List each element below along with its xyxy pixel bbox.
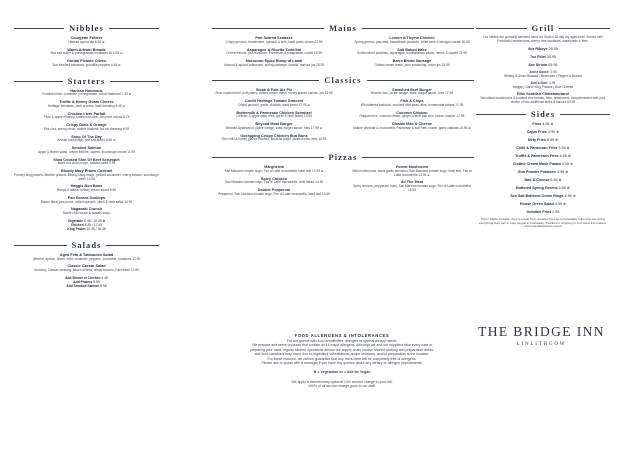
item-name: Fries bbox=[532, 121, 542, 126]
nibbles-title: Nibbles bbox=[69, 24, 104, 33]
item-name: Chicken Liver Parfait bbox=[67, 111, 106, 116]
item-name: Spicy Chicken bbox=[261, 176, 287, 181]
menu-item bbox=[14, 158, 159, 167]
item-name: Vegetable bbox=[67, 218, 84, 223]
invisible-fries-note: We're 100% Invisible, they're made from donated fries go to hospitality folks who are doing everything they can to help people in hospitality. Thanks for chipping in. For more information, visit hospitalityaction.org.uk bbox=[478, 216, 607, 229]
item-name: Gun Powder Potatoes bbox=[517, 169, 556, 174]
item-name: 7oz Fillet bbox=[529, 54, 546, 59]
item-name: Classic Mac & Cheese bbox=[391, 122, 433, 126]
item-desc: Pak choi, spring onion, radish, cashew, hoi sin dressing 9.95 bbox=[43, 126, 130, 131]
side-price: 4.95 bbox=[549, 80, 556, 85]
allergy-heading: FOOD ALLERGENS & INTOLERANCES bbox=[294, 333, 390, 338]
pizzas-title: Pizzas bbox=[328, 153, 358, 162]
item-name: Crispy Duck & Orange bbox=[66, 123, 107, 127]
priced-item bbox=[476, 210, 610, 214]
menu-item bbox=[14, 169, 159, 181]
item-desc: San Marzano tomato sugo, Fior di Latte mozzarella, chilli flakes 14.95 bbox=[224, 180, 324, 185]
item-name: Barre Bread Sausage bbox=[392, 59, 432, 63]
logo-name: THE BRIDGE INN bbox=[478, 324, 605, 339]
item-desc: IPA battered haddock, crushed mint peas, fries, homemade tartare 17.95 bbox=[360, 102, 464, 107]
item-price: 5.95 bbox=[93, 279, 100, 284]
mains-title: Mains bbox=[329, 24, 357, 33]
text-line: preparing your meal, regular kitchen operations across our supply chain involve shared cooking and preparation areas, bbox=[250, 347, 434, 352]
item-price: 2.95 bbox=[552, 209, 560, 214]
menu-item bbox=[350, 111, 474, 120]
item-name: 8oz Ribeye bbox=[528, 46, 548, 51]
item-name: Double Pepperoni bbox=[257, 188, 291, 192]
sides-title: Sides bbox=[530, 109, 556, 119]
nibbles-header bbox=[14, 24, 159, 33]
item-name: King Prawn bbox=[67, 226, 86, 231]
menu-item bbox=[14, 146, 159, 155]
item-price: 29.95 bbox=[548, 46, 558, 51]
grill-header bbox=[476, 24, 610, 33]
item-name: Fish & Chips bbox=[400, 99, 424, 103]
item-name: All The Meat bbox=[400, 180, 424, 185]
salads-list bbox=[14, 253, 159, 273]
menu-item bbox=[14, 135, 159, 144]
menu-item bbox=[212, 122, 336, 131]
item-desc: Artisan sourdough, sea salt butter 5.95 ⊕ bbox=[57, 138, 116, 143]
item-desc: Punchy king prawns, Atlantic prawns, Bloody Mary mayo, pickled cucumber, cherry tomato, sourdough wafer 10.95 bbox=[14, 172, 159, 181]
item-desc: Harissa sprout dip 6.95 ⊕ bbox=[68, 39, 105, 44]
menu-item bbox=[212, 88, 336, 97]
item-price: 5.95 ⊕ bbox=[558, 145, 570, 150]
priced-item bbox=[476, 122, 610, 126]
item-desc: Sea salt butter & pomegranate molasses oil 6.95 ⊕ bbox=[50, 51, 123, 56]
menu-item bbox=[350, 59, 474, 68]
menu-item bbox=[14, 36, 159, 45]
priced-item bbox=[476, 154, 610, 158]
item-name: Asparagus & Ricotta Tortellini bbox=[246, 47, 302, 52]
salads-title: Salads bbox=[71, 240, 102, 250]
grill-intro: Our steaks are specially selected hand cut Scotch 28 day dry aged beef. Served with Portobello mushrooms, cherry vine tomatoes, watercress & fries. bbox=[483, 35, 603, 43]
menu-item bbox=[350, 36, 474, 45]
priced-item bbox=[476, 130, 610, 134]
item-desc: Burnt red onion mayo, toasted seed 9.95 bbox=[57, 161, 116, 166]
item-name: Smoked Salmon bbox=[71, 146, 102, 150]
item-name: Confit Heritage Tomato Gnocchi bbox=[245, 99, 303, 103]
priced-item bbox=[476, 170, 610, 174]
item-name: Lemon & Thyme Chicken bbox=[389, 36, 435, 40]
salads-header bbox=[14, 241, 159, 250]
item-name: Add Smoked Salmon bbox=[66, 283, 100, 288]
item-desc: Smoked Applewood, pickle wedge, slaw, burger sauce, fries 17.95 ⊕ bbox=[225, 125, 323, 130]
priced-item bbox=[476, 202, 610, 206]
text-line: We prepare and serve products that contain all 14 major allergens. Although we and our suppliers take every care in bbox=[252, 343, 432, 348]
item-name: Bloody Mary Prawn Cocktail bbox=[60, 169, 113, 173]
sauce-options: Whisky & Arran Mustard | Béarnaise | Pepper & Brandy bbox=[503, 73, 582, 78]
item-name: Classic Caesar Salad bbox=[67, 264, 106, 269]
item-price: 4.95 ⊕ bbox=[547, 129, 560, 134]
side-options: Haggis | Garlic King Prawns | Blue Cheese bbox=[512, 84, 574, 89]
menu-item bbox=[14, 123, 159, 132]
item-name: Steak & Pale Ale Pie bbox=[255, 87, 293, 92]
item-price: 6.95 bbox=[100, 283, 107, 288]
item-name: Gordal Picante Olives bbox=[66, 59, 107, 63]
menu-item bbox=[212, 59, 336, 68]
allergy-lines bbox=[214, 339, 470, 365]
text-line: Please ask to speak with a manager if you have any queries about any dietary or allergen requirements. bbox=[261, 361, 423, 366]
item-desc: Apple & fennel salad, crème fraîche, capers, sourdough croute 11.95 bbox=[37, 149, 136, 154]
item-price: 4.95 ⊕ bbox=[564, 193, 576, 198]
item-name: Add Breast of Chicken bbox=[65, 275, 101, 280]
item-name: Sea Salt Battered Onion Rings bbox=[510, 193, 564, 198]
item-name: Haggis Bon Bons bbox=[70, 184, 103, 189]
classics-title: Classics bbox=[324, 75, 362, 85]
menu-item bbox=[14, 59, 159, 68]
item-name: Chilli & Parmesan Fries bbox=[516, 145, 558, 150]
crunch-options bbox=[14, 219, 159, 231]
menu-item bbox=[212, 48, 336, 57]
item-name: Forest Mushroom bbox=[395, 165, 429, 169]
menu-item bbox=[350, 48, 474, 57]
sauce-label: Add a Sauce: bbox=[529, 69, 550, 74]
chateaubriand-desc: Woodland mushrooms & roasted vine tomato, fries, watercress, complemented with your choice of two additional sides & sauces 69.95 bbox=[480, 96, 606, 104]
item-desc: Almond & apricot tabbouleh, spring cabbage, tzatziki, harissa jus 25.95 bbox=[223, 62, 325, 67]
item-price: 4.95 ⊕ bbox=[561, 161, 574, 166]
menu-item bbox=[14, 264, 159, 273]
mains-left bbox=[212, 36, 336, 71]
menu-item bbox=[14, 112, 159, 121]
starters-list bbox=[14, 89, 159, 216]
item-name: Cajun Fries bbox=[526, 129, 547, 134]
priced-item bbox=[476, 138, 610, 142]
item-desc: Heritage tomatoes, herb croutes, basil dressing 8.45 ⊕ bbox=[47, 103, 126, 108]
mains-header bbox=[212, 24, 474, 33]
item-desc: Wild mushrooms, black garlic emulsion, San Marzano tomato sugo, basil leaf, Fior di Latte mozzarella 13.95 ⊕ bbox=[352, 168, 472, 177]
item-name: Nagasaki Crunch bbox=[70, 207, 103, 212]
menu-item bbox=[212, 111, 336, 120]
priced-item bbox=[476, 55, 610, 59]
item-name: Coconut Chicken bbox=[396, 110, 428, 115]
item-desc: Neeps & tatties, whisky cream sauce 8.95 bbox=[56, 188, 117, 192]
menu-item bbox=[14, 48, 159, 57]
item-desc: Bacon bites, pea puree, wilted spinach, citrus & herb salsa 14.95 bbox=[40, 199, 133, 204]
menu-item bbox=[14, 100, 159, 109]
text-line: and food variations may occur due to ingredient substitutions, recipe revisions, and/or preparation at the location. bbox=[254, 352, 430, 357]
item-name: Salt Baked Hake bbox=[397, 47, 427, 52]
item-name: Soup Of The Day bbox=[71, 134, 102, 139]
item-price: 6.45 / 10.45 ⊕ bbox=[84, 218, 106, 223]
text-line: For these reasons, we cannot guarantee that any menu item will be completely free of allergens. bbox=[267, 356, 417, 361]
item-name: Courgette Fritters bbox=[70, 36, 103, 40]
item-desc: Pepperoni, San Marzano tomato sugo, Fior di Latte mozzarella, basil leaf 15.95 bbox=[218, 191, 330, 196]
item-desc: Anchovy, Caesar dressing, bacon shards, crispy crouton, Parmesan 13.95 bbox=[34, 268, 139, 272]
sauce-price: 3.95 bbox=[550, 69, 557, 74]
item-desc: Plum & apple chutney, toasted brioche, crisp red onions 8.75 bbox=[43, 115, 130, 120]
item-desc: Crumbled feta, coriander, pomegranate, cumin flatbread 7.45 ⊕ bbox=[41, 92, 132, 97]
item-desc: Crispy gnocchi, garlic, shallots, basil pesto 17.95 ⊕ bbox=[237, 102, 311, 107]
text-line: We apply a discretionary optional 10% service charge to your bill. bbox=[291, 379, 393, 384]
item-name: Pan Seared Seabass bbox=[255, 36, 293, 40]
item-price: 4.95 ⊕ bbox=[554, 201, 567, 206]
nibbles-list bbox=[14, 36, 159, 68]
priced-item bbox=[476, 186, 610, 190]
item-desc: San Marzano tomato sugo, Fior di Latte mozzarella, basil leaf 12.95 ⊕ bbox=[224, 168, 324, 173]
menu-item bbox=[350, 88, 474, 97]
side-label: Add a Side: bbox=[530, 80, 549, 85]
left-column bbox=[14, 24, 159, 288]
item-desc: Crispy gnocchi, tenderstem, spinach & leek, basil pesto cream 22.95 bbox=[225, 39, 323, 44]
item-name: Chicken bbox=[70, 222, 84, 227]
priced-item bbox=[476, 194, 610, 198]
item-desc: Slow cooked beef, puff pastry, clotted cream mash, honey glazed carrots, jus 18.95 bbox=[215, 91, 333, 96]
item-desc: Sun blushed tomatoes, guindilla peppers 4.45 ⊕ bbox=[52, 62, 121, 67]
item-name: Beyond Meat Burger bbox=[255, 122, 293, 126]
item-price: 4.95 ⊕ bbox=[558, 185, 570, 190]
item-name: Mac & Cheese bbox=[524, 177, 550, 182]
item-price: 6.95 ⊕ bbox=[550, 177, 562, 182]
priced-item bbox=[476, 178, 610, 182]
item-name: Truffle & Parmesan Fries bbox=[515, 153, 559, 158]
item-name: Warm Artisan Breads bbox=[67, 47, 106, 52]
priced-item bbox=[476, 63, 610, 67]
item-name: Truffle & Honey Goats Cheese bbox=[59, 100, 114, 104]
menu-item bbox=[14, 253, 159, 262]
menu-item bbox=[212, 99, 336, 108]
item-desc: Clotted cream mash, pork scratching, onion jus 15.95 bbox=[374, 62, 450, 67]
priced-item bbox=[14, 227, 159, 231]
item-name: Clotted Cream Mash Potato bbox=[512, 161, 561, 166]
item-name: Buttermilk & Parmesan Chicken Schnitzel bbox=[236, 110, 312, 115]
item-price: 4.95 ⊕ bbox=[542, 121, 554, 126]
starters-header bbox=[14, 77, 159, 86]
item-desc: Spring greens, pancetta, hasselback potatoes, white wine & tarragon sauce 20.95 bbox=[354, 39, 470, 44]
item-price: 4.45 bbox=[101, 275, 108, 280]
menu-item bbox=[212, 188, 336, 197]
item-name: Buttered Spring Greens bbox=[516, 185, 558, 190]
service-lines bbox=[214, 380, 470, 389]
item-name: Add Prawns bbox=[73, 279, 93, 284]
item-price: 8.45 / 17.45 bbox=[84, 222, 103, 227]
item-name: Invisible Fries bbox=[526, 209, 552, 214]
logo bbox=[475, 324, 608, 347]
menu-item bbox=[350, 165, 474, 177]
priced-item bbox=[14, 284, 159, 288]
text-line: For our guests with food sensitivities, allergies or special dietary needs: bbox=[286, 339, 398, 343]
item-desc: Almond, apricot, olives, mint, coriander, peppers, cucumber, tomatoes 12.95 bbox=[32, 256, 141, 261]
menu-item bbox=[350, 122, 474, 131]
text-line: 100% of all service charge goes to our staff. bbox=[307, 384, 377, 389]
classics-header bbox=[212, 76, 474, 85]
item-price: 4.95 ⊕ bbox=[557, 169, 569, 174]
item-desc: Mature cheddar & mozzarella, Parmesan & soft herb crumb, garlic ciabatta 15.95 ⊕ bbox=[353, 125, 471, 130]
pizzas-left bbox=[212, 165, 336, 200]
menu-item bbox=[14, 89, 159, 98]
pizzas-right bbox=[350, 165, 474, 200]
menu-item bbox=[212, 177, 336, 186]
item-desc: Red chilli & honey glazed chicken, sriracha mayo, pickled slaw, fries 18.95 bbox=[221, 137, 327, 142]
sides-list bbox=[476, 122, 610, 214]
item-name: Gochujang Crispy Chicken Bun Buns bbox=[240, 133, 308, 138]
menu-item bbox=[14, 196, 159, 205]
dietary-key: ⊕ = Vegetarian ve = Ask for Vegan bbox=[313, 370, 371, 375]
logo-location: LINLITHGOW bbox=[516, 342, 567, 347]
item-name: Harissa Houmous bbox=[70, 88, 103, 93]
priced-item bbox=[476, 146, 610, 150]
item-price: 6.95 ⊕ bbox=[546, 137, 559, 142]
item-name: Aged Feta & Tabbouleh Salad bbox=[59, 252, 114, 257]
classics-right bbox=[350, 88, 474, 146]
item-desc: Celeriac & apple slaw, fries, garlic & herb butter 19.95 bbox=[236, 114, 312, 119]
item-desc: Sunbrowned potatoes, asparagus, bouillabaisse sauce, lemon & capers 24.95 bbox=[356, 51, 468, 56]
chateaubriand-name: Rise Scottish Chateaubriand bbox=[517, 92, 569, 97]
menu-item bbox=[14, 207, 159, 216]
right-column bbox=[476, 24, 610, 229]
allergy-notice bbox=[214, 333, 470, 389]
menu-item bbox=[350, 180, 474, 192]
classics-left bbox=[212, 88, 336, 146]
menu-item bbox=[350, 99, 474, 108]
item-name: Margherita bbox=[264, 165, 284, 169]
menu-item bbox=[14, 184, 159, 193]
menu-item bbox=[212, 165, 336, 174]
priced-item bbox=[476, 162, 610, 166]
menu-item bbox=[212, 134, 336, 143]
item-desc: Brioche bun, pickle wedge, slaw, burger sauce, fries 17.95 bbox=[370, 91, 454, 96]
mains-right bbox=[350, 36, 474, 71]
sides-header bbox=[476, 110, 610, 119]
item-desc: Sweet chilli sauce & wasabi mayo bbox=[62, 211, 111, 215]
grill-title: Grill bbox=[531, 24, 555, 33]
item-name: House Green Salad bbox=[519, 201, 554, 206]
pizzas-header bbox=[212, 153, 474, 162]
item-price: 6.95 ⊕ bbox=[559, 153, 571, 158]
item-name: Pan Seared Scallops bbox=[67, 195, 106, 200]
item-name: 8oz Sirloin bbox=[528, 62, 548, 67]
item-name: Slow Cooked Shin Of Beef Scrumpet bbox=[53, 157, 120, 162]
item-price: 10.45 / 18.45 bbox=[86, 226, 106, 231]
item-desc: Fragrant rice, coconut cream, ginger & chilli pak choi, prawn cracker 17.95 bbox=[359, 114, 465, 119]
item-name: Dirty Fries bbox=[527, 137, 546, 142]
salad-addons bbox=[14, 276, 159, 288]
starters-title: Starters bbox=[67, 76, 106, 86]
item-price: 29.95 bbox=[548, 62, 558, 67]
item-name: Smashed Beef Burger bbox=[392, 87, 432, 92]
middle-column bbox=[212, 24, 474, 200]
item-desc: Crème fraîche, pea fricassee, Parmesan & pangrattato crumb 15.95 bbox=[226, 51, 322, 56]
item-name: Moroccan Spice Rump of Lamb bbox=[245, 59, 303, 63]
priced-item bbox=[476, 47, 610, 51]
grill-list bbox=[476, 47, 610, 67]
menu-item bbox=[212, 36, 336, 45]
item-price: 34.95 bbox=[546, 54, 557, 59]
item-desc: Spicy chicken, pepperoni, ham, San Marzano tomato sugo, Fior di Latte mozzarella 15.95 bbox=[353, 184, 471, 192]
